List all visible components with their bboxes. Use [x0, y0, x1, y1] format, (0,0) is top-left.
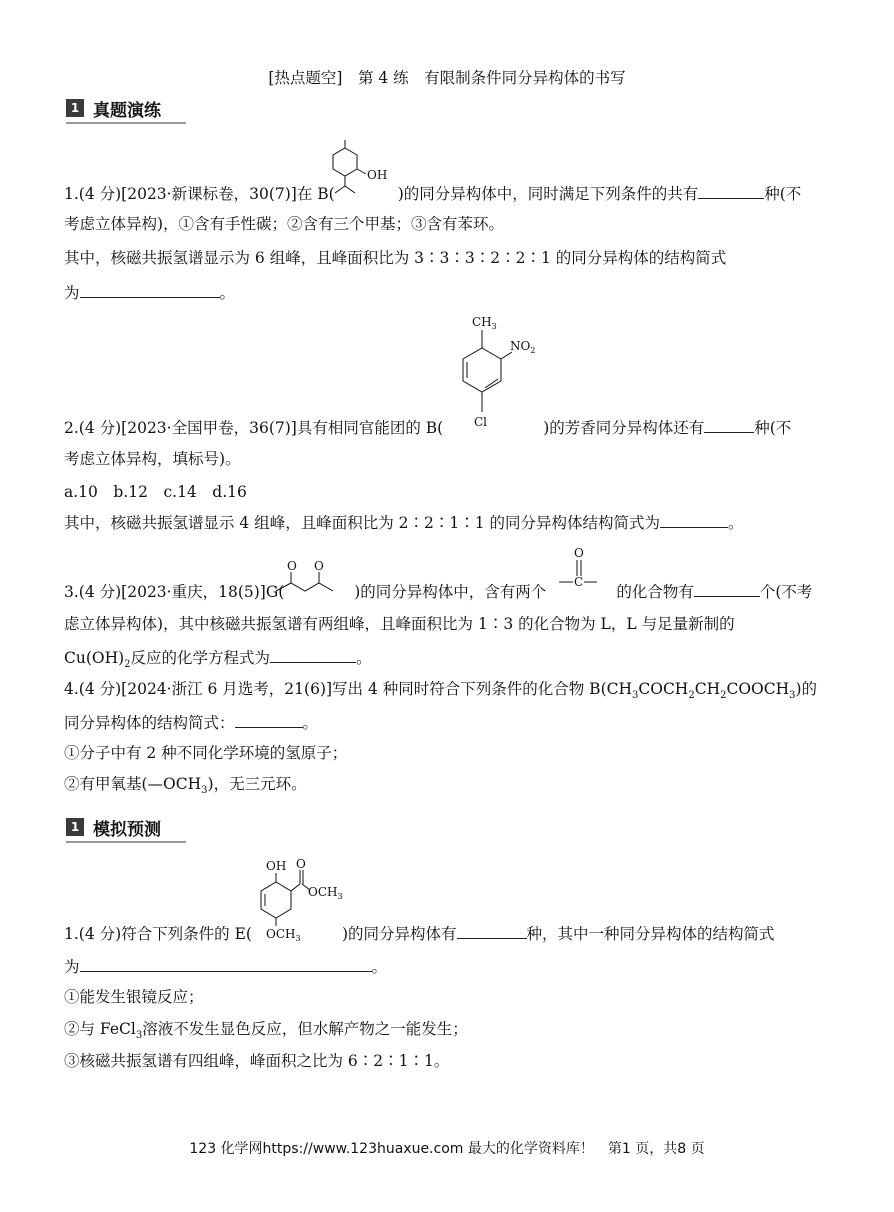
- m1-condition-1: ①能发生银镜反应；: [64, 988, 204, 1006]
- q3-line-3: $Cu(OH)_2$反应的化学方程式为 。: [64, 646, 372, 676]
- q2-line-1: 2.(4 分)[2023·全国甲卷，36(7)]具有相同官能团的 B( )的芳香同分异构体还有 种(不: [64, 416, 791, 439]
- section-header-real-exam: [66, 96, 161, 120]
- answer-blank[interactable]: [660, 511, 728, 528]
- q4-line-1: 4.(4 分)[2024·浙江 6 月选考，21(6)]写出 4 种同时符合下列条件的化合物 $B(CH_3COCH_2CH_2COOCH_3)$的: [64, 680, 818, 702]
- answer-blank[interactable]: [80, 281, 220, 298]
- answer-blank[interactable]: [694, 580, 760, 597]
- q4-condition-1: ①分子中有 2 种不同化学环境的氢原子；: [64, 744, 348, 762]
- m1-condition-3: ③核磁共振氢谱有四组峰，峰面积之比为 6∶2∶1∶1。: [64, 1052, 450, 1070]
- page-title: [热点题空] 第 4 练 有限制条件同分异构体的书写: [268, 69, 626, 87]
- answer-blank[interactable]: [235, 711, 303, 728]
- mol-label-o: O: [574, 546, 584, 560]
- q2-line-4: 其中，核磁共振氢谱显示 4 组峰，且峰面积比为 2∶2∶1∶1 的同分异构体结构简式为 。: [64, 511, 744, 534]
- answer-blank[interactable]: [704, 416, 754, 433]
- molecule-b-q2: [448, 312, 558, 432]
- section-underline: [66, 122, 186, 124]
- answer-blank[interactable]: [80, 955, 372, 972]
- svg-text:C: C: [574, 575, 584, 589]
- q2-line-2: 考虑立体异构，填标号)。: [64, 450, 241, 468]
- q4-condition-2: ②有甲氧基$(—OCH_3)$，无三元环。: [64, 775, 307, 797]
- mol-label-oh: OH: [367, 168, 388, 182]
- section-label: 真题演练: [93, 100, 161, 121]
- mol-label-no2: $NO_2$: [510, 339, 536, 355]
- m1-line-1: 1.(4 分)符合下列条件的 E( )的同分异构体有 种，其中一种同分异构体的结构简式: [64, 922, 775, 945]
- section-underline: [66, 841, 186, 843]
- answer-blank[interactable]: [698, 182, 764, 199]
- section-number-icon: 1: [66, 99, 84, 117]
- q1-line-4: 为 。: [64, 281, 235, 304]
- mol-label-ch3: $CH_3$: [472, 315, 497, 331]
- answer-blank[interactable]: [270, 646, 356, 663]
- section-header-mock: [66, 815, 161, 839]
- m1-line-2: 为 。: [64, 955, 387, 978]
- section-label: 模拟预测: [93, 819, 161, 840]
- q1-line-3: 其中，核磁共振氢谱显示为 6 组峰，且峰面积比为 3∶3∶3∶2∶2∶1 的同分异构体的结构简式: [64, 249, 727, 267]
- section-number-icon: 1: [66, 818, 84, 836]
- q3-line-2: 虑立体异构体)，其中核磁共振氢谱有两组峰，且峰面积比为 1∶3 的化合物为 L，L 与足量新制的: [64, 615, 735, 633]
- q2-options: a.10 b.12 c.14 d.16: [64, 483, 247, 501]
- q1-line-2: 考虑立体异构)，①含有手性碳；②含有三个甲基；③含有苯环。: [64, 215, 505, 233]
- page-footer: 123 化学网https://www.123huaxue.com 最大的化学资料库！ 第1 页，共8 页: [189, 1141, 705, 1157]
- answer-blank[interactable]: [457, 922, 527, 939]
- q1-line-1: 1.(4 分)[2023·新课标卷，30(7)]在 B( )的同分异构体中，同时满足下列条件的共有 种(不: [64, 182, 801, 205]
- q4-line-2: 同分异构体的结构简式： 。: [64, 711, 318, 734]
- q3-line-1: 3.(4 分)[2023·重庆，18(5)]G( )的同分异构体中，含有两个 的化合物有 个(不考: [64, 580, 812, 603]
- mol-label-oh: OH: [266, 859, 287, 873]
- mol-label-o: O: [287, 559, 297, 573]
- mol-label-och3: $OCH_3$: [308, 885, 343, 901]
- mol-label-o: O: [296, 857, 306, 871]
- m1-condition-2: ②与 FeCl$_3$溶液不发生显色反应，但水解产物之一能发生；: [64, 1020, 468, 1042]
- mol-label-cl: Cl: [474, 415, 488, 429]
- mol-label-o: O: [314, 559, 324, 573]
- mol-label-och3: $OCH_3$: [266, 927, 301, 943]
